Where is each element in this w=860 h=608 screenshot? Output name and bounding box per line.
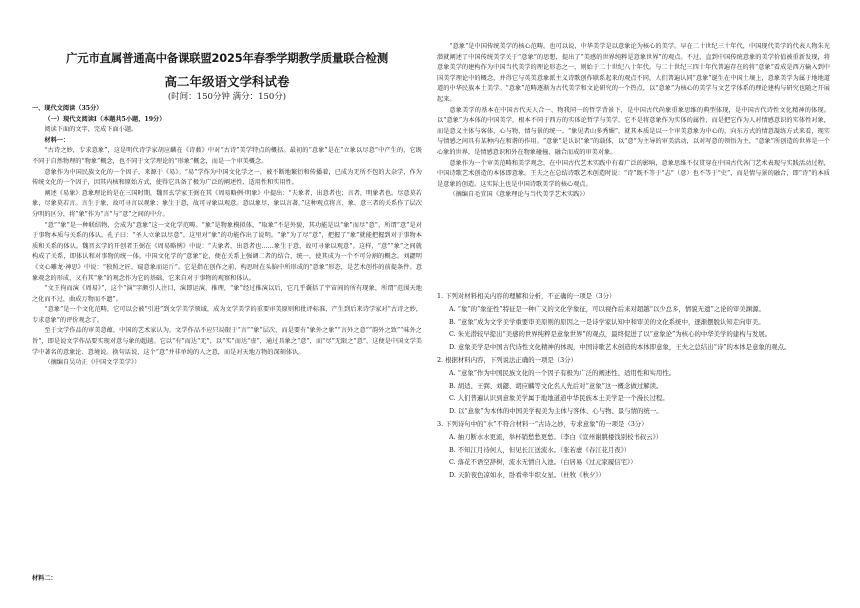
answer-option: D. 意象美学是中国古代诗性文化精神的体现，中国诗歌艺术创造的本体即意象，王夫之总结出“诗”的本体是意象的观点。 [449, 343, 791, 352]
source-citation: （摘编自毛宜国《意象理论与当代美学艺术实践》） [449, 191, 589, 199]
material2-text [437, 42, 830, 201]
paragraph: 至于文学作品的审美意蕴，中国的艺术家认为，文学作品不应只局限于“言”“象”层次，而是要有“象外之象”“言外之意”“韵外之致”“味外之旨”，即是说文学作品要实现对意与象的超越。它以“有”而达“无”，以“实”而达“虚”，通过具象之“意”，而“尽”无限之“意”，这便是中国文学美学中著名的意象论、意境说。换句话说，这个“意”并非单纯的人之意，而是对天地万物的深刻体认。 [32, 327, 422, 356]
question-stem: 3. 下列诗句中的“水”不符合材料一“古诗之妙，专求意象”的一项是（3分） [437, 419, 648, 428]
paragraph: “文王拘而演《周易》”，这个“演”字颇引人注目，演即运演、推理，“象”经过推演以后，它几乎囊括了宇宙间的所有现象，所谓“范围天地之化而不过，曲成万物而不遗”。 [32, 285, 422, 303]
answer-option: D. 天阶夜色凉如水，卧看牵牛织女星。（杜牧《秋夕》） [449, 471, 605, 480]
answer-option: C. 落花不语空辞树，流水无情自入池。（白居易《过元家履信宅》） [449, 458, 637, 467]
answer-option: C. 朱光潜较早提出“美感的世界纯粹是意象世界”的观点，最终促进了以“意象论”为核心的中华美学的建构与发展。 [449, 330, 772, 339]
material-label: 材料一： [44, 136, 70, 144]
paragraph: “意象”是一个文化范畴，它可以会被“引进”到文学美学领域，成为文学美学的重要审美原则和批评标准，产生到后来诗学家对“古诗之妙，专求意象”的评价观念了。 [32, 306, 422, 324]
paragraph: “意”“象”是一种联结物，会成为“意象”这一文化学范畴。“象”是物象模拟体，“取象”不是外貌，其功能是以“象”而尽“意”，所谓“意”是对于事物本质与关系的体认。孔子曰：“圣人立象以尽意”。这里对“象”的功能作出了说明。“象”为了尽“意”，把握了“象”就能把握到对于事物本质和关系的体认。魏晋玄学的开创者王弼在《周易略例》中说：“夫象者，出意者也……象生于意，故可寻象以观意”。这样，“意”“象”之间就构成了关系，即体认和对事物的统一体。中国文化学的“意象”论，便在关系上强调二者的结合、统一，使其成为一个不可分割的概念。刘勰明《文心雕龙·神思》中说：“独照之匠，窥意象而运斤”。它是指在创作之前，构思时在头脑中所形成的“意象”形态，是艺术创作的前提条件。意象观念的形成，又有其“象”的观念作为它的基础，它来自对于事物的观察和体认。 [32, 221, 422, 282]
answer-option: C. 人们普遍认识到意象美学属于地地道道中华民族本土美学是一个漫长过程。 [449, 394, 669, 403]
paragraph: 阐述《易象》意象理论的是在三国时期，魏晋玄学家王弼在其《周易略例·明象》中提出：“夫象者，出意者也；言者，明象者也。尽意莫若象，尽象莫若言。言生于象，故可寻言以观象；象生于意，故可寻象以观意。意以象尽，象以言著。”这种观点将言、象、意三者的关系作了层次分明的区分，将“象”作为“言”与“意”之间的中介。 [32, 189, 422, 218]
question-stem: 1. 下列对材料相关内容的理解和分析，不正确的一项是（3分） [437, 292, 616, 300]
question-stem: 2. 根据材料内容，下列说法正确的一项是（3分） [437, 355, 578, 364]
exam-time-score: (时间：150分钟 满分：150分) [167, 92, 287, 102]
left-column [32, 0, 422, 608]
instruction-text: 阅读下面的文字，完成下面小题。 [44, 126, 138, 134]
answer-option: D. 以“意象”为本体的中国美学视美为主体与客体、心与物、景与情的统一。 [449, 407, 663, 416]
paragraph: 意象作为中国民族文化的一个因子，来源于《易》。“易”学作为中国文化学之一，被不断地繁衍和传播着，已成为无所不包的大杂学，作为传统文化的一个因子，因其内核和原始方式，使得它具备了极为广泛的阐述性、适用性和实用性。 [32, 168, 422, 187]
paragraph: 意象美学的基本在中国古代天人合一、物我同一的哲学背景下，是中国古代尚象重象思维的典型体现，是中国古代诗性文化精神的体现。以“意象”为本体的中国美学，根本不同于西方的实体论哲学与美学，它不是将意象作为实体的属性，而是把它作为人对情感意识的实体性对象，而是意义主体与客体、心与物、情与景的统一。“象见者山多秀媚”，就其本质是以一个审美意象为中心的，向东方式的情意凝练方式来看，现实与情感之间具有某种内在和谐的作用。“意象”是认识“象”的载体，以“意”为主导的审美活动，以对写意的领悟为主，“意象”所创造的世界是一个心象的世界，是情感意识和外在物象碰撞、融合而成的审美对象。 [437, 106, 830, 156]
paragraph: “意象”是中国传统美学的核心范畴。也可以说，中华美学是以意象论为核心的美学。早在二十世纪三十年代，中国现代美学的代表人物朱光潜就阐述了中国传统美学关于“意象”的思想，提出了“美感的世界纯粹是意象世界”的观点。不过，直到中国传统意象的美学价值被重新发现，将意象美学的建构作为中国当代美学的理论形态之一，则始于二十世纪八十年代。与二十世纪三四十年代普遍存在的将“意象”看成是西方输入到中国美学理论中的概念，并得它与英美意象派主义诗歌创作联系起来的观点不同，人们普遍认同“意象”诞生在中国土壤上，意象美学为属于地地道道的中华民族本土美学。“意象”范畴逐渐为古代美学和文论研究的一个热点，以“意象”为核心的美学与文艺学体系的理论建构与研究也随之开展起来。 [437, 43, 830, 103]
material2-label: 材料二： [32, 575, 57, 582]
exam-subject-title: 高二年级语文学科试卷 [164, 74, 290, 89]
answer-option: B. 胡适、王弼、刘勰、胡应麟等文化名人先后对“意象”这一概念做过解读。 [449, 381, 663, 390]
answer-option: B. 不知江月待何人，但见长江送流水。（张若虚《春江花月夜》） [449, 445, 631, 454]
answer-option: A. “象”的“象征性”特征是一种广义的文化学象征，可以视作后来对超越“以少总多，情貌无遗”之论的审美渊源。 [449, 304, 765, 313]
subsection-heading: （一）现代文阅读Ⅰ（本题共5小题，19分） [44, 115, 166, 123]
paragraph: 意象作为一个审美范畴和美学观念，在中国古代艺术实践中有着广泛的影响，意象思维不仅贯穿在中国古代各门艺术表现与实践活动过程，中国诗歌艺术创造的本体即意象。王夫之在总结诗歌艺术创造时说：“诗”既不等于“志”（意）也不等于“史”，而是情与景的融合，即“诗”的本质是意象的创造。这实际上也是中国诗歌美学的核心观点。 [437, 159, 830, 188]
paragraph: “古诗之妙，专求意象”，这是明代诗学家胡应麟在《诗薮》中对“古诗”美学特点的概括。最初的“意象”是在“立象以尽意”中产生的，它既不同于自然物理的“物象”概念，也不同于文学理论的“形象”概念，而是一个审美概念。 [32, 147, 422, 165]
right-column [437, 0, 830, 608]
question-block [437, 290, 830, 482]
source-citation: （摘编自吴功正《中国文学美学》） [44, 359, 141, 367]
section1-block [32, 104, 422, 369]
section-heading: 一、现代文阅读（35分） [32, 105, 103, 112]
exam-title: 广元市直属普通高中备课联盟2025年春季学期教学质量联合检测 [66, 51, 388, 65]
material-label [32, 574, 422, 585]
answer-option: B. “意象”成为文学美学重要审美原则的原因之一是诗学家认知中和审美的文化系统中，逐渐摆脱认知走向审美。 [449, 317, 765, 326]
answer-option: A. 抽刀断水水更流，举杯销愁愁更愁。（李白《宣州谢朓楼饯别校书叔云》） [449, 432, 663, 441]
answer-option: A. “意象”作为中国民族文化的一个因子有极为广泛的阐述性、适用性和实用性。 [449, 368, 676, 377]
